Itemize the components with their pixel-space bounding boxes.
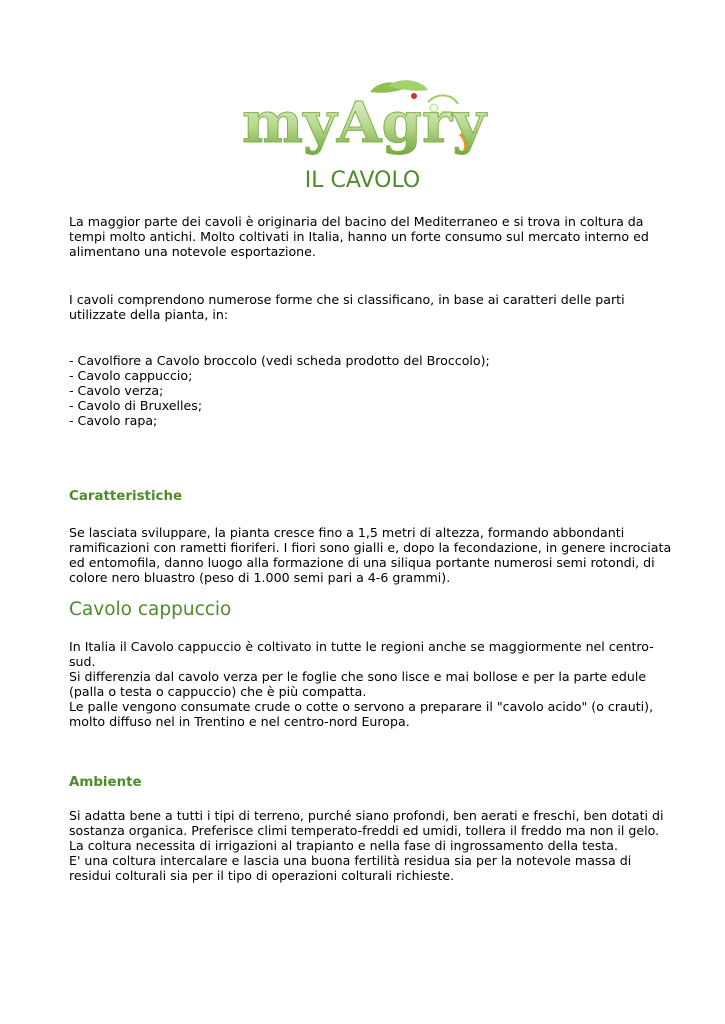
text-line: sud. — [69, 654, 96, 669]
text-line: colore nero bluastro (peso di 1.000 semi pari a 4-6 grammi). — [69, 570, 451, 585]
list-item: - Cavolfiore a Cavolo broccolo (vedi scheda prodotto del Broccolo); — [69, 353, 490, 368]
text-line: sostanza organica. Preferisce climi temperato-freddi ed umidi, tollera il freddo ma non il gelo. — [69, 823, 660, 838]
myagry-logo — [238, 78, 490, 162]
heading-cavolo-cappuccio: Cavolo cappuccio — [69, 599, 232, 620]
caratteristiche-paragraph — [69, 525, 672, 585]
text-line: tempi molto antichi. Molto coltivati in Italia, hanno un forte consumo sul mercato interno ed — [69, 229, 649, 244]
text-line: E' una coltura intercalare e lascia una buona fertilità residua sia per la notevole massa di — [69, 853, 632, 868]
intro-paragraph — [69, 214, 659, 259]
page-title: IL CAVOLO — [304, 168, 421, 193]
list-item: - Cavolo cappuccio; — [69, 368, 193, 383]
text-line: ramificazioni con rametti fioriferi. I fiori sono gialli e, dopo la fecondazione, in genere incrociata — [69, 540, 672, 555]
varieties-list — [69, 353, 659, 428]
text-line: La maggior parte dei cavoli è originaria del bacino del Mediterraneo e si trova in coltura da — [69, 214, 644, 229]
text-line: molto diffuso nel in Trentino e nel centro-nord Europa. — [69, 714, 410, 729]
list-item: - Cavolo verza; — [69, 383, 164, 398]
heading-caratteristiche: Caratteristiche — [69, 489, 183, 504]
text-line: residui colturali sia per il tipo di operazioni colturali richieste. — [69, 868, 455, 883]
logo-wordmark: myAgry — [242, 90, 488, 156]
text-line: Si adatta bene a tutti i tipi di terreno, purché siano profondi, ben aerati e freschi, ben dotati di — [69, 808, 664, 823]
cappuccio-paragraph — [69, 639, 659, 729]
text-line: Si differenzia dal cavolo verza per le foglie che sono lisce e mai bollose e per la parte edule — [69, 669, 647, 684]
classification-paragraph — [69, 292, 659, 322]
text-line: Le palle vengono consumate crude o cotte o servono a preparare il "cavolo acido" (o crauti), — [69, 699, 654, 714]
ambiente-paragraph — [69, 808, 664, 883]
text-line: In Italia il Cavolo cappuccio è coltivato in tutte le regioni anche se maggiormente nel centro- — [69, 639, 654, 654]
text-line: utilizzate della pianta, in: — [69, 307, 229, 322]
heading-ambiente: Ambiente — [69, 775, 142, 790]
text-line: (palla o testa o cappuccio) che è più compatta. — [69, 684, 367, 699]
text-line: ed entomofila, danno luogo alla formazione di una siliqua portante numerosi semi rotondi, di — [69, 555, 655, 570]
list-item: - Cavolo di Bruxelles; — [69, 398, 203, 413]
text-line: Se lasciata sviluppare, la pianta cresce fino a 1,5 metri di altezza, formando abbondanti — [69, 525, 625, 540]
list-item: - Cavolo rapa; — [69, 413, 158, 428]
text-line: I cavoli comprendono numerose forme che si classificano, in base ai caratteri delle parti — [69, 292, 625, 307]
text-line: La coltura necessita di irrigazioni al trapianto e nella fase di ingrossamento della testa. — [69, 838, 618, 853]
text-line: alimentano una notevole esportazione. — [69, 244, 316, 259]
